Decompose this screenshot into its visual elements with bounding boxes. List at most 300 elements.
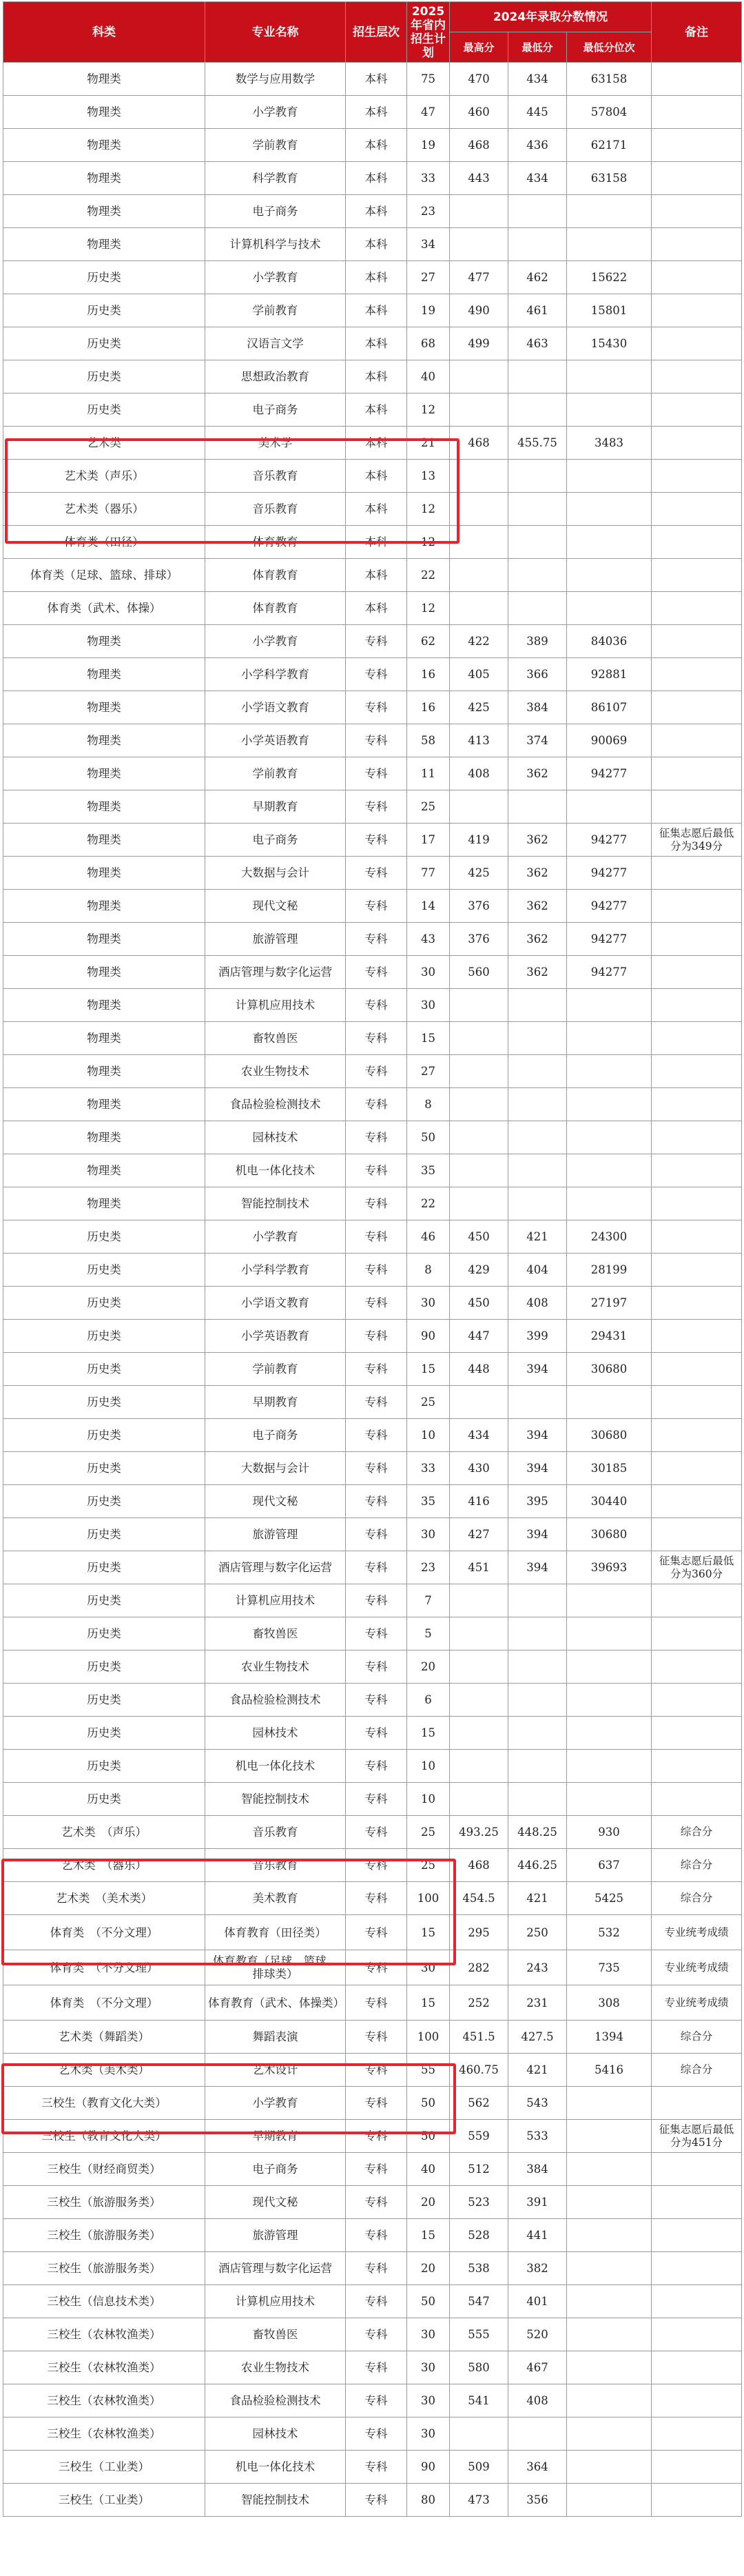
cell-max-score: 523 [450, 2186, 508, 2219]
cell-min-score [508, 1088, 567, 1121]
cell-min-rank: 15430 [567, 327, 652, 360]
cell-max-score: 282 [450, 1950, 508, 1985]
cell-min-rank [567, 1386, 652, 1419]
cell-level: 专科 [346, 1915, 407, 1950]
cell-category: 艺术类 [3, 427, 205, 460]
table-row [3, 592, 742, 625]
cell-min-score: 362 [508, 857, 567, 890]
cell-note [652, 228, 742, 261]
cell-plan: 19 [407, 129, 450, 162]
cell-category: 物理类 [3, 96, 205, 129]
table-row [3, 625, 742, 658]
table-row [3, 923, 742, 956]
cell-major: 大数据与会计 [205, 1452, 346, 1485]
cell-level: 专科 [346, 1518, 407, 1551]
table-row [3, 1783, 742, 1816]
cell-major: 大数据与会计 [205, 857, 346, 890]
cell-note [652, 923, 742, 956]
cell-min-rank: 94277 [567, 824, 652, 857]
cell-min-rank: 930 [567, 1816, 652, 1849]
cell-min-rank: 28199 [567, 1254, 652, 1287]
cell-min-rank: 30680 [567, 1353, 652, 1386]
cell-category: 历史类 [3, 1551, 205, 1584]
cell-min-rank: 27197 [567, 1287, 652, 1320]
cell-category: 历史类 [3, 393, 205, 427]
cell-plan: 30 [407, 956, 450, 989]
cell-category: 体育类 （不分文理） [3, 1915, 205, 1950]
cell-max-score: 430 [450, 1452, 508, 1485]
cell-major: 音乐教育 [205, 1849, 346, 1882]
admission-score-table [3, 1, 742, 2517]
cell-category: 三校生（教育文化大类） [3, 2120, 205, 2153]
table-row [3, 1950, 742, 1985]
table-row [3, 2087, 742, 2120]
cell-min-rank [567, 2252, 652, 2285]
cell-major: 酒店管理与数字化运营 [205, 956, 346, 989]
cell-major: 农业生物技术 [205, 1055, 346, 1088]
cell-category: 物理类 [3, 824, 205, 857]
cell-min-rank [567, 1154, 652, 1187]
cell-level: 专科 [346, 2021, 407, 2054]
cell-major: 小学教育 [205, 1220, 346, 1254]
cell-plan: 50 [407, 1121, 450, 1154]
cell-level: 专科 [346, 2054, 407, 2087]
cell-min-rank [567, 393, 652, 427]
cell-category: 体育类（武术、体操） [3, 592, 205, 625]
cell-max-score: 468 [450, 427, 508, 460]
table-row [3, 824, 742, 857]
cell-major: 现代文秘 [205, 1485, 346, 1518]
cell-plan: 15 [407, 1915, 450, 1950]
cell-plan: 25 [407, 1849, 450, 1882]
table-row [3, 1088, 742, 1121]
table-row [3, 1287, 742, 1320]
cell-major: 农业生物技术 [205, 2351, 346, 2384]
cell-max-score: 447 [450, 1320, 508, 1353]
cell-level: 专科 [346, 2219, 407, 2252]
cell-plan: 15 [407, 1717, 450, 1750]
table-row [3, 559, 742, 592]
cell-note [652, 2417, 742, 2451]
cell-major: 计算机应用技术 [205, 1584, 346, 1617]
cell-category: 物理类 [3, 724, 205, 757]
cell-level: 专科 [346, 1320, 407, 1353]
cell-note [652, 1386, 742, 1419]
cell-category: 三校生（工业类） [3, 2484, 205, 2517]
cell-category: 物理类 [3, 1187, 205, 1220]
cell-min-score: 446.25 [508, 1849, 567, 1882]
table-row [3, 2285, 742, 2318]
table-row [3, 1518, 742, 1551]
cell-min-rank [567, 1055, 652, 1088]
table-header [3, 2, 742, 63]
cell-level: 专科 [346, 1584, 407, 1617]
cell-category: 物理类 [3, 228, 205, 261]
table-row [3, 2384, 742, 2417]
header-major: 专业名称 [205, 2, 346, 63]
cell-category: 物理类 [3, 625, 205, 658]
cell-major: 小学教育 [205, 625, 346, 658]
table-row [3, 2417, 742, 2451]
cell-major: 园林技术 [205, 2417, 346, 2451]
cell-max-score: 509 [450, 2451, 508, 2484]
cell-note [652, 2484, 742, 2517]
cell-note [652, 1022, 742, 1055]
cell-min-rank [567, 790, 652, 824]
table-row [3, 228, 742, 261]
cell-max-score: 422 [450, 625, 508, 658]
cell-category: 历史类 [3, 327, 205, 360]
cell-max-score [450, 1584, 508, 1617]
cell-max-score: 448 [450, 1353, 508, 1386]
cell-min-score [508, 2417, 567, 2451]
table-row [3, 2120, 742, 2153]
cell-min-rank [567, 195, 652, 228]
cell-max-score [450, 1154, 508, 1187]
cell-level: 本科 [346, 162, 407, 195]
cell-major: 计算机科学与技术 [205, 228, 346, 261]
cell-category: 历史类 [3, 1220, 205, 1254]
cell-max-score: 416 [450, 1485, 508, 1518]
cell-major: 食品检验检测技术 [205, 1684, 346, 1717]
cell-plan: 25 [407, 1386, 450, 1419]
cell-max-score: 376 [450, 923, 508, 956]
cell-min-rank [567, 526, 652, 559]
cell-level: 专科 [346, 2186, 407, 2219]
cell-major: 园林技术 [205, 1121, 346, 1154]
cell-major: 早期教育 [205, 2120, 346, 2153]
cell-min-score: 401 [508, 2285, 567, 2318]
cell-max-score: 413 [450, 724, 508, 757]
cell-min-score: 408 [508, 2384, 567, 2417]
cell-level: 专科 [346, 890, 407, 923]
cell-level: 本科 [346, 460, 407, 493]
cell-min-score [508, 559, 567, 592]
cell-plan: 12 [407, 493, 450, 526]
cell-min-score [508, 1154, 567, 1187]
cell-min-rank [567, 1187, 652, 1220]
cell-level: 本科 [346, 261, 407, 294]
header-note: 备注 [652, 2, 742, 63]
cell-note [652, 956, 742, 989]
cell-min-rank: 84036 [567, 625, 652, 658]
cell-plan: 16 [407, 691, 450, 724]
cell-note [652, 1518, 742, 1551]
cell-major: 体育教育（武术、体操类） [205, 1985, 346, 2021]
cell-level: 专科 [346, 857, 407, 890]
cell-plan: 6 [407, 1684, 450, 1717]
cell-plan: 47 [407, 96, 450, 129]
cell-note [652, 1353, 742, 1386]
cell-min-score [508, 1386, 567, 1419]
cell-max-score [450, 1187, 508, 1220]
cell-min-score [508, 526, 567, 559]
cell-min-score: 374 [508, 724, 567, 757]
cell-plan: 12 [407, 526, 450, 559]
cell-major: 电子商务 [205, 824, 346, 857]
cell-plan: 90 [407, 2451, 450, 2484]
cell-category: 物理类 [3, 1055, 205, 1088]
cell-min-score [508, 1717, 567, 1750]
cell-category: 历史类 [3, 1353, 205, 1386]
cell-max-score [450, 790, 508, 824]
cell-min-rank: 30680 [567, 1419, 652, 1452]
cell-level: 本科 [346, 393, 407, 427]
cell-note [652, 1783, 742, 1816]
header-scores-2024: 2024年录取分数情况 [450, 2, 652, 32]
cell-major: 旅游管理 [205, 1518, 346, 1551]
table-row [3, 493, 742, 526]
cell-major: 数学与应用数学 [205, 63, 346, 96]
cell-max-score [450, 1650, 508, 1684]
cell-note [652, 294, 742, 327]
cell-max-score: 493.25 [450, 1816, 508, 1849]
cell-category: 物理类 [3, 890, 205, 923]
cell-min-rank: 57804 [567, 96, 652, 129]
table-row [3, 2054, 742, 2087]
cell-major: 现代文秘 [205, 2186, 346, 2219]
cell-note [652, 1121, 742, 1154]
cell-plan: 20 [407, 1650, 450, 1684]
cell-min-score: 362 [508, 757, 567, 790]
cell-max-score: 499 [450, 327, 508, 360]
cell-major: 小学英语教育 [205, 724, 346, 757]
cell-category: 艺术类（舞蹈类） [3, 2021, 205, 2054]
table-row [3, 460, 742, 493]
cell-min-score: 455.75 [508, 427, 567, 460]
cell-max-score: 460.75 [450, 2054, 508, 2087]
cell-min-rank: 94277 [567, 757, 652, 790]
cell-major: 电子商务 [205, 195, 346, 228]
cell-plan: 22 [407, 559, 450, 592]
cell-note [652, 63, 742, 96]
table-row [3, 1419, 742, 1452]
cell-plan: 10 [407, 1783, 450, 1816]
table-row [3, 162, 742, 195]
cell-min-score: 395 [508, 1485, 567, 1518]
cell-plan: 30 [407, 2384, 450, 2417]
cell-plan: 7 [407, 1584, 450, 1617]
cell-major: 电子商务 [205, 2153, 346, 2186]
cell-level: 本科 [346, 195, 407, 228]
cell-max-score: 419 [450, 824, 508, 857]
header-category: 科类 [3, 2, 205, 63]
cell-plan: 25 [407, 790, 450, 824]
cell-min-rank: 63158 [567, 63, 652, 96]
cell-plan: 11 [407, 757, 450, 790]
cell-level: 专科 [346, 923, 407, 956]
cell-major: 食品检验检测技术 [205, 1088, 346, 1121]
cell-level: 专科 [346, 1617, 407, 1650]
cell-plan: 30 [407, 989, 450, 1022]
cell-note [652, 1187, 742, 1220]
table-row [3, 2318, 742, 2351]
cell-level: 专科 [346, 2417, 407, 2451]
table-row [3, 857, 742, 890]
cell-plan: 22 [407, 1187, 450, 1220]
cell-min-rank: 62171 [567, 129, 652, 162]
cell-min-score: 434 [508, 162, 567, 195]
cell-level: 专科 [346, 2351, 407, 2384]
cell-max-score: 490 [450, 294, 508, 327]
cell-min-score: 448.25 [508, 1816, 567, 1849]
cell-min-score [508, 989, 567, 1022]
cell-plan: 15 [407, 1353, 450, 1386]
cell-min-score: 434 [508, 63, 567, 96]
cell-level: 专科 [346, 1816, 407, 1849]
cell-min-score: 362 [508, 824, 567, 857]
cell-plan: 8 [407, 1254, 450, 1287]
cell-major: 艺术设计 [205, 2054, 346, 2087]
table-row [3, 1584, 742, 1617]
cell-max-score [450, 493, 508, 526]
cell-level: 本科 [346, 427, 407, 460]
cell-major: 舞蹈表演 [205, 2021, 346, 2054]
cell-min-rank: 29431 [567, 1320, 652, 1353]
cell-level: 专科 [346, 2252, 407, 2285]
cell-note [652, 1287, 742, 1320]
cell-max-score [450, 989, 508, 1022]
cell-min-rank: 86107 [567, 691, 652, 724]
cell-major: 体育教育 [205, 592, 346, 625]
cell-min-rank: 5425 [567, 1882, 652, 1915]
cell-min-rank: 63158 [567, 162, 652, 195]
table-row [3, 261, 742, 294]
cell-level: 专科 [346, 1254, 407, 1287]
cell-note [652, 1254, 742, 1287]
cell-major: 机电一体化技术 [205, 1154, 346, 1187]
cell-min-score [508, 1650, 567, 1684]
cell-min-score [508, 360, 567, 393]
cell-level: 本科 [346, 96, 407, 129]
cell-plan: 50 [407, 2087, 450, 2120]
cell-note [652, 1750, 742, 1783]
cell-major: 机电一体化技术 [205, 2451, 346, 2484]
cell-min-score: 445 [508, 96, 567, 129]
cell-min-score [508, 1750, 567, 1783]
cell-min-score: 427.5 [508, 2021, 567, 2054]
cell-note [652, 857, 742, 890]
cell-level: 专科 [346, 1419, 407, 1452]
cell-level: 专科 [346, 625, 407, 658]
cell-category: 历史类 [3, 360, 205, 393]
table-row [3, 1055, 742, 1088]
cell-plan: 23 [407, 195, 450, 228]
cell-category: 三校生（旅游服务类） [3, 2252, 205, 2285]
cell-min-score: 250 [508, 1915, 567, 1950]
cell-note: 综合分 [652, 2021, 742, 2054]
cell-max-score: 477 [450, 261, 508, 294]
cell-category: 物理类 [3, 195, 205, 228]
cell-category: 三校生（农林牧渔类） [3, 2384, 205, 2417]
table-row [3, 2021, 742, 2054]
cell-category: 历史类 [3, 1717, 205, 1750]
table-row [3, 526, 742, 559]
cell-major: 体育教育（田径类） [205, 1915, 346, 1950]
cell-min-score [508, 1187, 567, 1220]
cell-level: 专科 [346, 2153, 407, 2186]
cell-min-score: 543 [508, 2087, 567, 2120]
table-row [3, 1121, 742, 1154]
cell-category: 历史类 [3, 1518, 205, 1551]
cell-level: 本科 [346, 592, 407, 625]
cell-note [652, 1055, 742, 1088]
cell-note: 综合分 [652, 2054, 742, 2087]
cell-min-rank: 94277 [567, 890, 652, 923]
cell-plan: 75 [407, 63, 450, 96]
cell-max-score [450, 1783, 508, 1816]
cell-note [652, 757, 742, 790]
cell-major: 旅游管理 [205, 923, 346, 956]
table-row [3, 1551, 742, 1584]
cell-category: 物理类 [3, 1088, 205, 1121]
cell-note [652, 1584, 742, 1617]
cell-min-rank [567, 1783, 652, 1816]
cell-note [652, 360, 742, 393]
cell-category: 物理类 [3, 923, 205, 956]
table-body [3, 63, 742, 2517]
cell-note [652, 1452, 742, 1485]
cell-max-score: 541 [450, 2384, 508, 2417]
cell-plan: 77 [407, 857, 450, 890]
cell-category: 三校生（工业类） [3, 2451, 205, 2484]
cell-min-score: 362 [508, 890, 567, 923]
cell-max-score: 559 [450, 2120, 508, 2153]
cell-max-score: 528 [450, 2219, 508, 2252]
cell-plan: 50 [407, 2120, 450, 2153]
cell-plan: 13 [407, 460, 450, 493]
cell-category: 三校生（信息技术类） [3, 2285, 205, 2318]
table-row [3, 1849, 742, 1882]
cell-major: 美术教育 [205, 1882, 346, 1915]
cell-category: 艺术类 （器乐） [3, 1849, 205, 1882]
cell-min-rank [567, 1022, 652, 1055]
cell-note [652, 625, 742, 658]
cell-major: 汉语言文学 [205, 327, 346, 360]
cell-max-score: 468 [450, 1849, 508, 1882]
cell-plan: 80 [407, 2484, 450, 2517]
cell-plan: 5 [407, 1617, 450, 1650]
cell-major: 体育教育 [205, 526, 346, 559]
cell-plan: 62 [407, 625, 450, 658]
cell-note [652, 2384, 742, 2417]
cell-category: 历史类 [3, 1386, 205, 1419]
cell-min-score [508, 228, 567, 261]
cell-note [652, 460, 742, 493]
cell-note [652, 162, 742, 195]
table-row [3, 989, 742, 1022]
cell-min-score: 404 [508, 1254, 567, 1287]
cell-min-rank [567, 1717, 652, 1750]
cell-min-rank [567, 2318, 652, 2351]
table-row [3, 427, 742, 460]
cell-min-rank [567, 2451, 652, 2484]
table-row [3, 2186, 742, 2219]
cell-min-rank [567, 1650, 652, 1684]
cell-plan: 14 [407, 890, 450, 923]
cell-level: 专科 [346, 1452, 407, 1485]
cell-plan: 100 [407, 2021, 450, 2054]
table-row [3, 1816, 742, 1849]
cell-category: 艺术类 （声乐） [3, 1816, 205, 1849]
cell-min-score: 394 [508, 1419, 567, 1452]
table-row [3, 360, 742, 393]
cell-max-score: 547 [450, 2285, 508, 2318]
cell-min-score: 408 [508, 1287, 567, 1320]
cell-level: 本科 [346, 63, 407, 96]
cell-note [652, 890, 742, 923]
cell-min-rank [567, 2484, 652, 2517]
